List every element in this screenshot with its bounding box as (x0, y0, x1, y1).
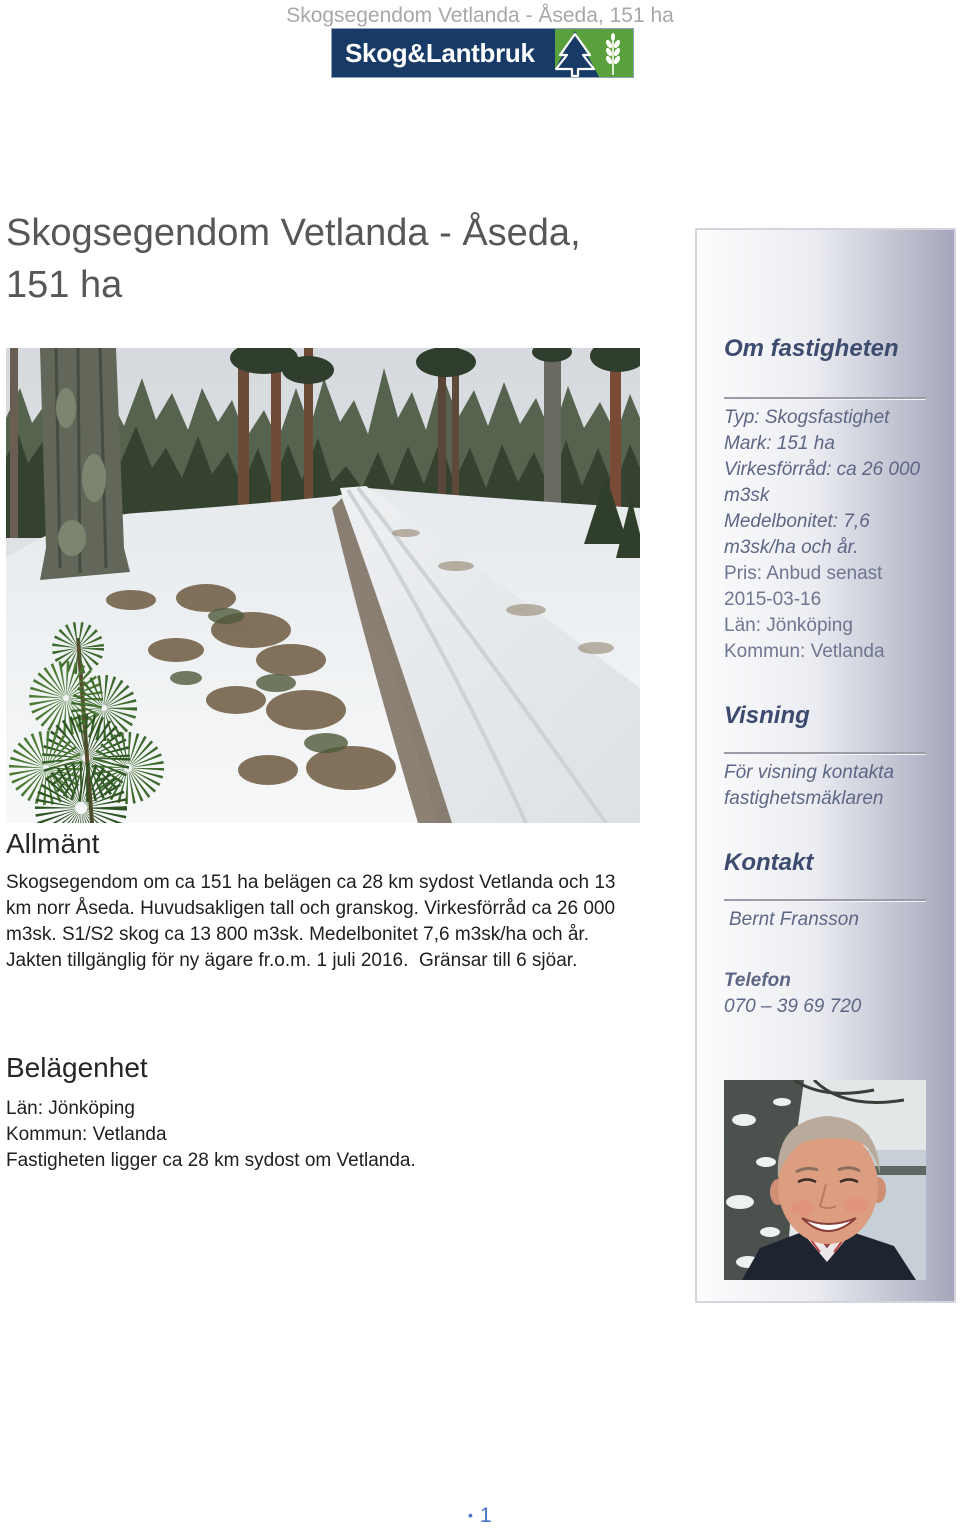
fact-site-index: Medelbonitet: 7,6 (724, 511, 870, 532)
viewing-info (724, 760, 894, 812)
forest-road-photo (6, 348, 640, 823)
contact-phone (724, 968, 861, 1020)
running-header-title: Skogsegendom Vetlanda - Åseda, 151 ha (286, 4, 674, 27)
page-number (468, 1502, 492, 1528)
location-details (6, 1096, 416, 1174)
viewing-line: fastighetsmäklaren (724, 788, 884, 809)
fact-timber-volume: Virkesförråd: ca 26 000 (724, 459, 921, 480)
property-facts (724, 405, 920, 665)
paragraph-line: Jakten tillgänglig för ny ägare fr.o.m. 1 juli 2016. Gränsar till 6 sjöar. (6, 950, 578, 971)
section-heading-location: Belägenhet (6, 1052, 148, 1083)
sidebar-divider (724, 899, 926, 902)
sidebar-divider (724, 397, 926, 400)
fact-type: Typ: Skogsfastighet (724, 407, 890, 428)
page-number-bullet: • (468, 1507, 473, 1523)
page-title-line: Skogsegendom Vetlanda - Åseda, (6, 212, 581, 254)
location-description: Fastigheten ligger ca 28 km sydost om Vetlanda. (6, 1150, 416, 1171)
fact-area: Mark: 151 ha (724, 433, 835, 454)
contact-name (729, 907, 859, 933)
phone-number: 070 – 39 69 720 (724, 996, 862, 1017)
sidebar-divider (724, 752, 926, 755)
fact-price: Pris: Anbud senast (724, 563, 883, 584)
page-number-value: 1 (479, 1504, 492, 1527)
fact-bid-date: 2015-03-16 (724, 589, 822, 610)
brand-logo (331, 28, 634, 78)
location-county: Län: Jönköping (6, 1098, 135, 1119)
fact-site-index-unit: m3sk/ha och år. (724, 537, 859, 558)
sidebar-heading-about: Om fastigheten (724, 335, 899, 362)
paragraph-line: m3sk. S1/S2 skog ca 13 800 m3sk. Medelbonitet 7,6 m3sk/ha och år. (6, 924, 589, 945)
sidebar-heading-viewing: Visning (724, 702, 810, 729)
tree-and-wheat-icon (551, 29, 633, 77)
paragraph-line: km norr Åseda. Huvudsakligen tall och granskog. Virkesförråd ca 26 000 (6, 898, 616, 919)
viewing-line: För visning kontakta (724, 762, 895, 783)
agent-name: Bernt Fransson (729, 909, 859, 930)
property-info-sidebar (695, 228, 956, 1303)
agent-portrait-photo (724, 1080, 926, 1280)
fact-municipality: Kommun: Vetlanda (724, 641, 885, 662)
logo-wordmark: Skog&Lantbruk (345, 38, 535, 68)
page-title-line: 151 ha (6, 264, 123, 306)
page-title (6, 207, 581, 311)
paragraph-line: Skogsegendom om ca 151 ha belägen ca 28 km sydost Vetlanda och 13 (6, 872, 616, 893)
sidebar-heading-contact: Kontakt (724, 849, 814, 876)
general-paragraph (6, 870, 615, 974)
section-heading-general: Allmänt (6, 828, 100, 859)
fact-timber-volume-unit: m3sk (724, 485, 770, 506)
location-municipality: Kommun: Vetlanda (6, 1124, 167, 1145)
phone-label: Telefon (724, 970, 791, 991)
fact-county: Län: Jönköping (724, 615, 853, 636)
